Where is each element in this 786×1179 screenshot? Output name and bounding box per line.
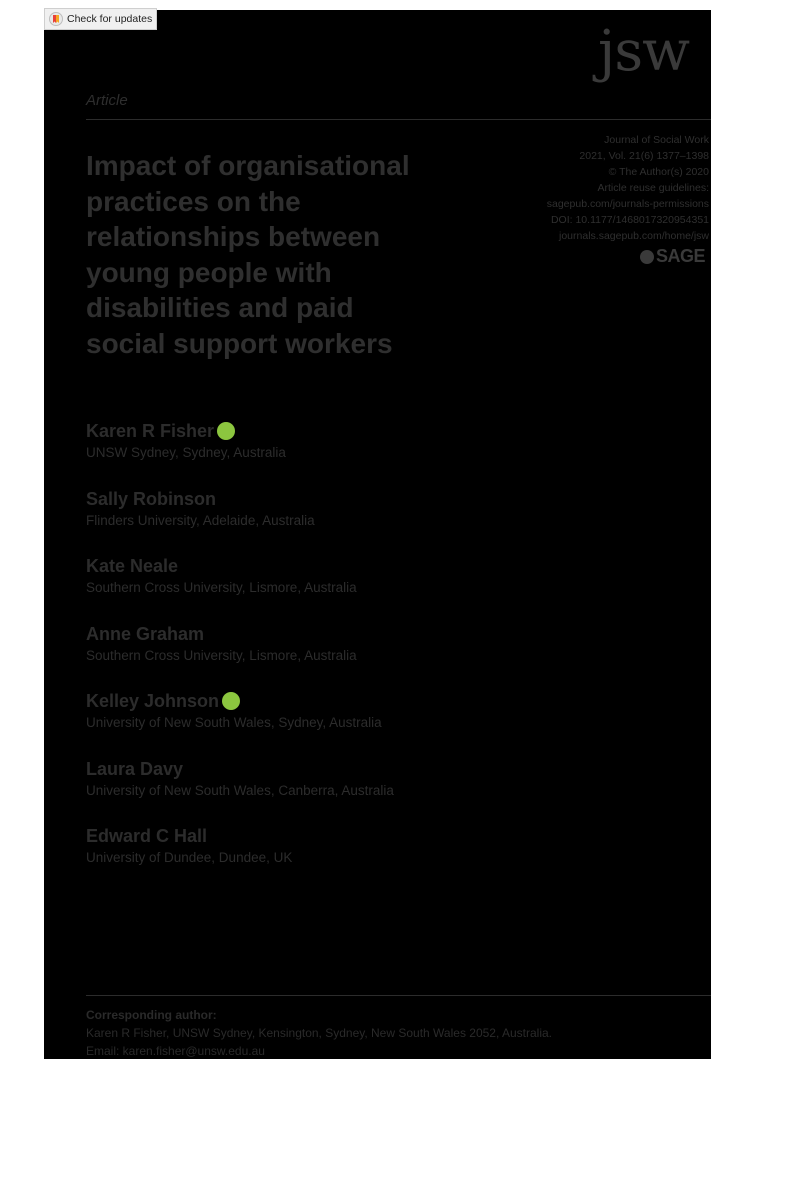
author-entry [86,486,586,554]
journal-logo: jsw [598,19,690,84]
author-affiliation: University of Dundee, Dundee, UK [86,850,293,865]
author-entry [86,688,586,756]
corresponding-heading: Corresponding author: [86,1008,217,1022]
author-name[interactable]: Kelley Johnson [86,691,220,711]
check-updates-label: Check for updates [67,13,153,25]
author-entry [86,553,586,621]
corresponding-email[interactable]: Email: karen.fisher@unsw.edu.au [86,1044,265,1058]
title-line: young people with [86,256,332,288]
author-name[interactable]: Anne Graham [86,623,205,644]
author-affiliation: University of New South Wales, Sydney, Australia [86,715,382,730]
meta-volume: 2021, Vol. 21(6) 1377–1398 [579,150,709,162]
author-list [86,418,586,891]
publisher-name: SAGE [656,246,706,266]
title-line: Impact of organisational [86,150,410,181]
sage-mark-icon [640,250,654,264]
author-entry [86,823,586,891]
publisher-logo [640,246,705,267]
author-name[interactable]: Kate Neale [86,556,179,576]
corresponding-author [86,1006,706,1059]
check-for-updates-button[interactable] [44,8,157,30]
footnote-divider [86,995,711,996]
meta-homepage-link[interactable]: journals.sagepub.com/home/jsw [559,230,709,242]
title-line: disabilities and paid [86,292,354,323]
author-name[interactable]: Karen R Fisher [86,421,215,441]
article-type-label: Article [86,92,128,109]
orcid-icon[interactable] [217,422,235,440]
author-affiliation: Flinders University, Adelaide, Australia [86,512,315,528]
author-entry [86,418,586,486]
article-title [86,148,486,361]
author-name[interactable]: Laura Davy [86,758,184,779]
title-line: practices on the [86,185,301,217]
orcid-icon[interactable] [222,692,240,710]
meta-journal-name: Journal of Social Work [604,134,709,146]
check-updates-icon [49,12,63,26]
meta-doi[interactable]: DOI: 10.1177/1468017320954351 [550,214,709,226]
author-affiliation: University of New South Wales, Canberra, Australia [86,782,394,798]
author-entry [86,621,586,689]
meta-permissions-link[interactable]: sagepub.com/journals-permissions [546,198,709,210]
author-affiliation: Southern Cross University, Lismore, Australia [86,647,357,663]
author-name[interactable]: Edward C Hall [86,826,208,846]
author-entry [86,756,586,824]
author-name[interactable]: Sally Robinson [86,488,217,509]
article-page [44,10,711,1059]
header-divider [86,119,711,120]
corresponding-address: Karen R Fisher, UNSW Sydney, Kensington, Sydney, New South Wales 2052, Australia. [86,1026,553,1040]
journal-meta [449,132,709,244]
author-affiliation: UNSW Sydney, Sydney, Australia [86,445,286,460]
title-line: relationships between [86,221,381,252]
meta-reuse-label: Article reuse guidelines: [597,182,709,194]
meta-copyright: © The Author(s) 2020 [608,166,709,178]
title-line: social support workers [86,327,393,359]
author-affiliation: Southern Cross University, Lismore, Australia [86,580,357,595]
